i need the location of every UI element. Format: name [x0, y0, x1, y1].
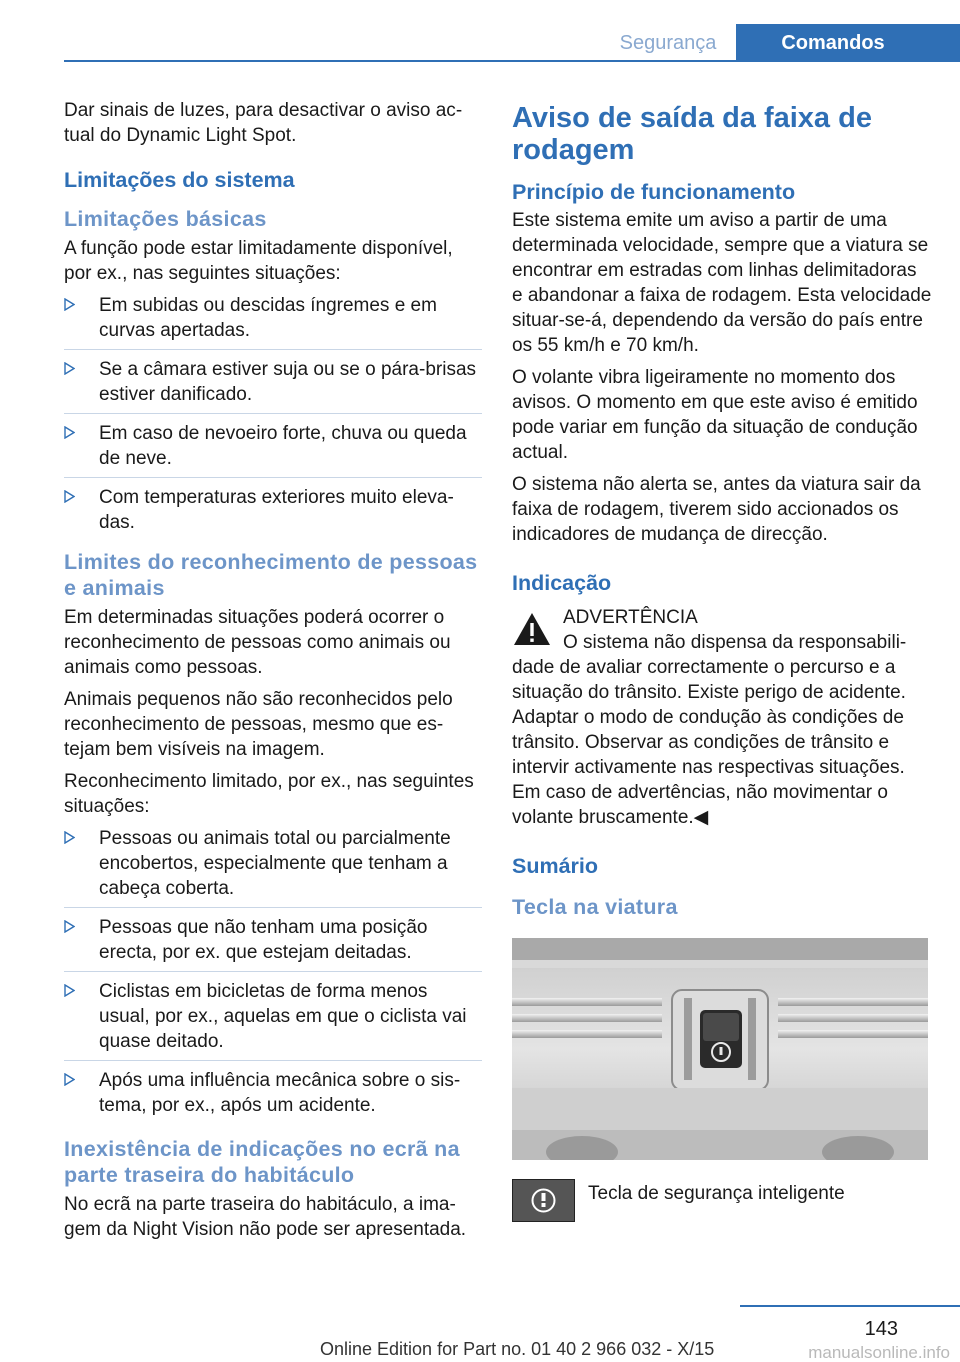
triangle-bullet-icon: [64, 984, 75, 997]
triangle-bullet-icon: [64, 362, 75, 375]
list-item: [64, 1068, 482, 1118]
list-item: [64, 915, 482, 972]
dashboard-button-photo: [512, 938, 928, 1160]
principle-paragraph-2: O volante vibra ligeiramente no momento dos avisos. O momento em que este aviso é emitido pode variar em função da situação de condução actual.: [512, 367, 918, 463]
triangle-bullet-icon: [64, 1073, 75, 1086]
caption-row: [512, 1179, 932, 1223]
basic-limitations-text: A função pode estar limitadamente disponível, por ex., nas seguintes situações:: [64, 238, 453, 284]
edition-note: Online Edition for Part no. 01 40 2 966 032 - X/15: [320, 1339, 715, 1359]
heading-rear-display: Inexistência de indicações no ecrã na parte traseira do habitáculo: [64, 1137, 460, 1187]
image-caption: Tecla de segurança inteligente: [588, 1183, 845, 1204]
list-item-text: Pessoas que não tenham uma posição erecta, por ex. que estejam deitadas.: [99, 917, 428, 963]
heading-principle: Princípio de funcionamento: [512, 180, 796, 204]
list-item-text: Se a câmara estiver suja ou se o pára-brisas estiver danificado.: [99, 359, 477, 405]
list-item-text: Em caso de nevoeiro forte, chuva ou queda de neve.: [99, 423, 467, 469]
page-number: 143: [864, 1318, 898, 1340]
section-tab: Segurança: [619, 32, 717, 54]
intelligent-safety-button-icon: [512, 1179, 575, 1222]
list-item: [64, 485, 482, 535]
triangle-bullet-icon: [64, 298, 75, 311]
heading-button-in-vehicle: Tecla na viatura: [512, 895, 678, 919]
left-column: [64, 98, 482, 1249]
header-rule: [64, 60, 960, 62]
basic-limitations-list: [64, 293, 482, 535]
list-item-text: Após uma influência mecânica sobre o sistema, por ex., após um acidente.: [99, 1070, 461, 1116]
recognition-limits-list: [64, 826, 482, 1118]
heading-lane-departure: Aviso de saída da faixa de rodagem: [512, 102, 872, 166]
rear-display-text: No ecrã na parte traseira do habitáculo, a imagem da Night Vision não pode ser apresentada.: [64, 1194, 467, 1240]
intro-paragraph: Dar sinais de luzes, para desactivar o aviso actual do Dynamic Light Spot.: [64, 100, 463, 146]
list-item-text: Ciclistas em bicicletas de forma menos usual, por ex., aquelas em que o ciclista vai quase deitado.: [99, 981, 467, 1052]
footer-rule: [740, 1305, 960, 1307]
heading-indication: Indicação: [512, 571, 612, 595]
list-item: [64, 293, 482, 350]
list-item: [64, 357, 482, 414]
heading-recognition-limits: Limites do reconhecimento de pessoas e animais: [64, 550, 478, 600]
triangle-bullet-icon: [64, 831, 75, 844]
list-item-text: Pessoas ou animais total ou parcialmente encobertos, especialmente que tenham a cabeça coberta.: [99, 828, 451, 899]
heading-summary: Sumário: [512, 854, 599, 878]
triangle-bullet-icon: [64, 426, 75, 439]
principle-paragraph-3: O sistema não alerta se, antes da viatura sair da faixa de rodagem, tiverem sido accionados os indicadores de mudança de direcção.: [512, 474, 921, 545]
list-item: [64, 979, 482, 1061]
list-item-text: Com temperaturas exteriores muito elevadas.: [99, 487, 454, 533]
list-item-text: Em subidas ou descidas íngremes e em curvas apertadas.: [99, 295, 437, 341]
watermark: manualsonline.info: [808, 1343, 950, 1362]
principle-paragraph-1: Este sistema emite um aviso a partir de uma determinada velocidade, sempre que a viatura se encontrar em estradas com linhas delimitadoras e abandonar a faixa de rodagem. Esta velocidade situar-se-á, dependendo da versão do país entre os 55 km/h e 70 km/h.: [512, 210, 932, 356]
warning-text: O sistema não dispensa da responsabilidade de avaliar correctamente o percurso e a situação do trânsito. Existe perigo de acidente. Adaptar o modo de condução às condições de trânsito. Observar as condições de trânsito e intervir activamente nas respectivas situações. Em caso de advertências, não movimentar o volante bruscamente.◀: [512, 632, 907, 828]
triangle-bullet-icon: [64, 920, 75, 933]
heading-system-limitations: Limitações do sistema: [64, 168, 295, 192]
warning-triangle-icon: [512, 611, 552, 647]
recognition-paragraph-2: Animais pequenos não são reconhecidos pelo reconhecimento de pessoas, mesmo que estejam bem visíveis na imagem.: [64, 689, 453, 760]
recognition-paragraph-1: Em determinadas situações poderá ocorrer o reconhecimento de pessoas como animais ou animais como pessoas.: [64, 607, 451, 678]
triangle-bullet-icon: [64, 490, 75, 503]
warning-block: [512, 605, 932, 830]
right-column: [512, 98, 932, 1223]
heading-basic-limitations: Limitações básicas: [64, 207, 267, 231]
recognition-paragraph-3: Reconhecimento limitado, por ex., nas seguintes situações:: [64, 771, 474, 817]
chapter-tab: Comandos: [736, 24, 960, 62]
list-item: [64, 421, 482, 478]
page-header: [0, 0, 960, 62]
warning-title: ADVERTÊNCIA: [563, 607, 698, 628]
list-item: [64, 826, 482, 908]
